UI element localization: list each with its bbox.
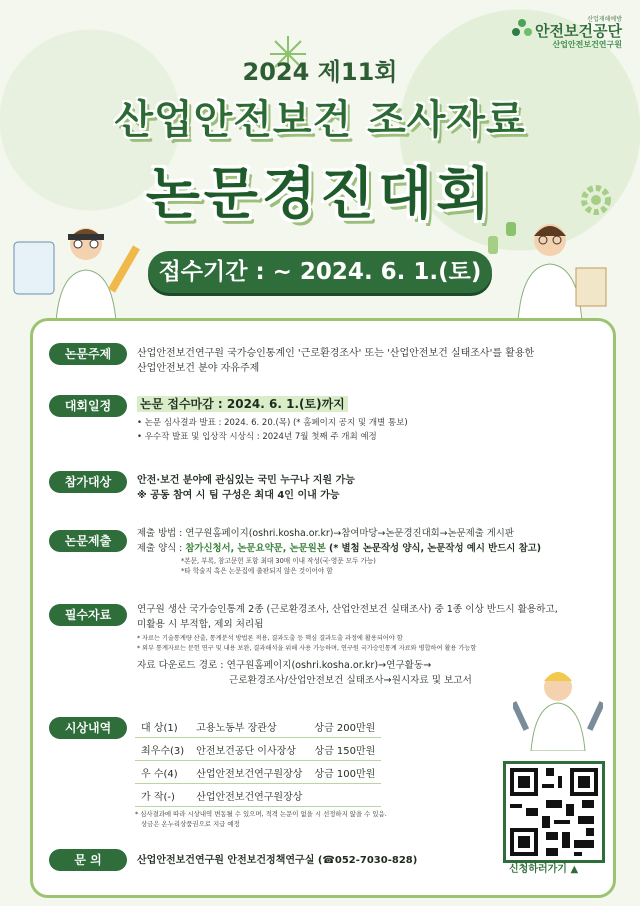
submission-label: 논문제출 — [49, 530, 127, 552]
award-grade: 최우수(3) — [135, 738, 190, 761]
eligibility-label: 참가대상 — [49, 471, 127, 493]
required-text-2: 미활용 시 부적합, 제외 처리됨 — [137, 619, 264, 630]
schedule-item-1: • 논문 심사결과 발표 : 2024. 6. 20.(목) (* 홈페이지 공지 및 개별 통보) — [137, 418, 408, 428]
download-path-1: 자료 다운로드 경로 : 연구원홈페이지(oshri.kosha.or.kr)→연구활동→ — [137, 660, 432, 671]
logo-tagline: 산업재해예방 — [587, 16, 622, 23]
award-prize: 상금 200만원 — [308, 715, 381, 738]
submission-period-banner: 접수기간 : ~ 2024. 6. 1.(토) — [148, 251, 492, 293]
logo-org-name: 안전보건공단 — [535, 22, 622, 40]
topic-text-2: 산업안전보건 분야 자유주제 — [137, 363, 260, 374]
award-prize: 상금 100만원 — [308, 761, 381, 784]
award-grade: 가 작(-) — [135, 784, 190, 807]
title-line1: 산업안전보건 조사자료 — [114, 97, 526, 143]
award-giver: 산업안전보건연구원장상 — [190, 784, 308, 807]
award-giver: 산업안전보건연구원장상 — [190, 761, 308, 784]
schedule-label: 대회일정 — [49, 395, 127, 417]
schedule-item-2: • 우수작 발표 및 입상작 시상식 : 2024년 7월 첫째 주 개최 예정 — [137, 432, 377, 442]
topic-section — [49, 343, 597, 393]
award-grade: 우 수(4) — [135, 761, 190, 784]
logo-sub-name: 산업안전보건연구원 — [552, 40, 622, 49]
table-row — [135, 761, 381, 784]
submission-format — [137, 541, 597, 556]
submission-section — [49, 526, 597, 592]
eligibility-text-2: ※ 공동 참여 시 팀 구성은 최대 4인 이내 가능 — [137, 490, 340, 501]
schedule-section — [49, 395, 597, 465]
award-grade: 대 상(1) — [135, 715, 190, 738]
contact-label: 문 의 — [49, 849, 127, 871]
submission-note-1: *본문, 부록, 참고문헌 포함 최대 30매 이내 작성(국·영문 모두 가능) — [181, 557, 376, 565]
awards-label: 시상내역 — [49, 717, 127, 739]
info-card — [30, 318, 616, 898]
required-note-1: * 자료는 기술통계량 산출, 통계분석 방법론 적용, 결과도출 등 핵심 결과도출 과정에 활용되어야 함 — [137, 635, 403, 642]
submission-method: 제출 방법 : 연구원홈페이지(oshri.kosha.or.kr)→참여마당→논문경진대회→논문제출 게시판 — [137, 528, 514, 539]
award-prize: 상금 150만원 — [308, 738, 381, 761]
title-line2: 논문경진대회 — [145, 162, 495, 227]
format-documents: 참가신청서, 논문요약문, 논문원본 — [185, 543, 326, 554]
table-row — [135, 715, 381, 738]
required-label: 필수자료 — [49, 604, 127, 626]
required-note-2: * 외부 통계자료는 문헌 연구 및 내용 보완, 결과해석을 위해 사용 가능하며, 연구원 국가승인통계 자료와 병합하여 활용 가능함 — [137, 645, 477, 652]
worker-with-wrench-illustration — [513, 661, 603, 751]
required-text-1: 연구원 생산 국가승인통계 2종 (근로환경조사, 산업안전보건 실태조사) 중 1종 이상 반드시 활용하고, — [137, 604, 558, 615]
logo-mark-icon — [511, 18, 533, 40]
award-giver: 고용노동부 장관상 — [190, 715, 308, 738]
award-prize — [308, 784, 381, 807]
awards-note-2: 상금은 온누리상품권으로 지급 예정 — [141, 820, 240, 828]
qr-apply-label: 신청하러가기 ▲ — [509, 864, 579, 875]
awards-table — [135, 715, 381, 807]
contact-text: 산업안전보건연구원 안전보건정책연구실 (☎052-7030-828) — [137, 855, 418, 866]
application-qr-code[interactable] — [503, 761, 605, 863]
contest-edition: 2024 제11회 — [242, 58, 398, 86]
topic-text-1: 산업안전보건연구원 국가승인통계인 '근로환경조사' 또는 '산업안전보건 실태조사'를 활용한 — [137, 348, 535, 359]
table-row — [135, 784, 381, 807]
eligibility-text-1: 안전·보건 분야에 관심있는 국민 누구나 지원 가능 — [137, 475, 355, 486]
download-path-2: 근로환경조사/산업안전보건 실태조사→원시자료 및 보고서 — [229, 675, 472, 686]
eligibility-section — [49, 471, 597, 515]
agency-logo — [535, 14, 622, 50]
table-row — [135, 738, 381, 761]
award-giver: 안전보건공단 이사장상 — [190, 738, 308, 761]
format-suffix: (* 별첨 논문작성 양식, 논문작성 예시 반드시 참고) — [325, 543, 541, 554]
qr-code-icon — [506, 764, 602, 860]
submission-note-2: *타 학술지 혹은 논문집에 출판되지 않은 것이어야 함 — [181, 567, 333, 575]
awards-note-1: * 심사결과에 따라 시상내역 변동될 수 있으며, 적격 논문이 없을 시 선정하지 않을 수 있음. — [135, 810, 387, 818]
researcher-left-illustration — [10, 222, 160, 322]
topic-label: 논문주제 — [49, 343, 127, 365]
format-prefix: 제출 양식 : — [137, 543, 186, 554]
deadline-highlight: 논문 접수마감 : 2024. 6. 1.(토)까지 — [137, 396, 348, 412]
